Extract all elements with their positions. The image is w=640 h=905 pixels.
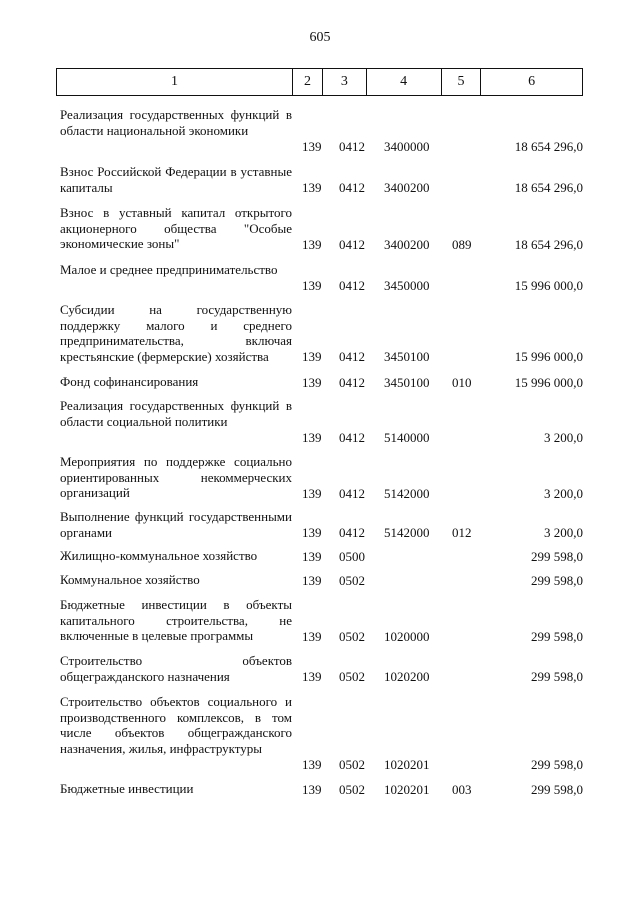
table-row	[56, 548, 583, 564]
table-row	[56, 262, 583, 293]
row-col-3: 0502	[339, 756, 365, 772]
row-col-4: 1020201	[384, 756, 430, 772]
header-col-5: 5	[441, 69, 481, 95]
table-row	[56, 302, 583, 364]
row-col-6: 15 996 000,0	[514, 348, 583, 364]
row-col-2: 139	[302, 348, 322, 364]
row-col-3: 0412	[339, 236, 365, 252]
row-col-3: 0502	[339, 628, 365, 644]
page-number: 605	[309, 30, 331, 45]
row-col-3: 0412	[339, 524, 365, 540]
row-description: Бюджетные инвестиции	[60, 781, 194, 796]
row-col-4: 5140000	[384, 429, 430, 445]
row-col-5: 010	[452, 374, 472, 390]
table-row	[56, 454, 583, 501]
row-description: Субсидии на государственную поддержку малого и среднего предпринимательства, включая крестьянские (фермерские) хозяйства	[60, 302, 292, 364]
row-col-6: 3 200,0	[544, 524, 583, 540]
row-col-2: 139	[302, 485, 322, 501]
row-description: Бюджетные инвестиции в объекты капитального строительства, не включенные в целевые программы	[60, 597, 292, 643]
header-col-4: 4	[366, 69, 441, 95]
row-description: Реализация государственных функций в области социальной политики	[60, 398, 292, 429]
row-col-2: 139	[302, 781, 322, 797]
row-col-4: 3450100	[384, 348, 430, 364]
row-col-6: 15 996 000,0	[514, 374, 583, 390]
table-row	[56, 597, 583, 644]
row-col-3: 0502	[339, 781, 365, 797]
row-col-4: 5142000	[384, 524, 430, 540]
row-description: Реализация государственных функций в области национальной экономики	[60, 107, 292, 138]
row-col-4: 3400200	[384, 179, 430, 195]
row-col-2: 139	[302, 179, 322, 195]
row-col-3: 0412	[339, 277, 365, 293]
table-row	[56, 694, 583, 772]
row-col-3: 0502	[339, 572, 365, 588]
row-col-2: 139	[302, 628, 322, 644]
row-col-3: 0412	[339, 485, 365, 501]
row-description: Взнос в уставный капитал открытого акционерного общества "Особые экономические зоны"	[60, 205, 292, 251]
row-description: Мероприятия по поддержке социально ориентированных некоммерческих организаций	[60, 454, 292, 500]
table-header	[56, 68, 583, 96]
row-col-2: 139	[302, 374, 322, 390]
row-col-6: 3 200,0	[544, 429, 583, 445]
row-col-5: 012	[452, 524, 472, 540]
row-description: Малое и среднее предпринимательство	[60, 262, 278, 277]
row-description: Строительство объектов социального и производственного комплексов, в том числе объектов общегражданского назначения, жилья, инфраструктуры	[60, 694, 292, 756]
row-col-6: 299 598,0	[531, 628, 583, 644]
row-col-4: 1020200	[384, 668, 430, 684]
table-row	[56, 653, 583, 684]
row-col-3: 0500	[339, 548, 365, 564]
row-col-4: 1020201	[384, 781, 430, 797]
row-col-2: 139	[302, 668, 322, 684]
row-col-6: 18 654 296,0	[514, 236, 583, 252]
row-col-6: 15 996 000,0	[514, 277, 583, 293]
table-row	[56, 374, 583, 390]
table-row	[56, 398, 583, 445]
row-description: Фонд софинансирования	[60, 374, 199, 389]
row-col-2: 139	[302, 548, 322, 564]
row-col-6: 299 598,0	[531, 548, 583, 564]
table-row	[56, 781, 583, 797]
row-col-3: 0412	[339, 374, 365, 390]
header-col-1: 1	[171, 74, 179, 89]
row-col-4: 3450000	[384, 277, 430, 293]
header-col-3: 3	[322, 69, 366, 95]
row-col-6: 299 598,0	[531, 668, 583, 684]
row-col-3: 0412	[339, 138, 365, 154]
table-row	[56, 107, 583, 154]
row-col-2: 139	[302, 429, 322, 445]
row-col-4: 3400200	[384, 236, 430, 252]
row-col-6: 299 598,0	[531, 781, 583, 797]
row-description: Коммунальное хозяйство	[60, 572, 200, 587]
row-description: Строительство объектов общегражданского назначения	[60, 653, 292, 684]
row-col-2: 139	[302, 524, 322, 540]
row-col-2: 139	[302, 138, 322, 154]
row-col-6: 299 598,0	[531, 572, 583, 588]
row-description: Выполнение функций государственными органами	[60, 509, 292, 540]
row-col-4: 3450100	[384, 374, 430, 390]
row-col-5: 003	[452, 781, 472, 797]
row-description: Жилищно-коммунальное хозяйство	[60, 548, 258, 563]
row-col-3: 0412	[339, 179, 365, 195]
row-col-6: 18 654 296,0	[514, 138, 583, 154]
row-col-5: 089	[452, 236, 472, 252]
table-row	[56, 205, 583, 252]
row-col-4: 1020000	[384, 628, 430, 644]
row-col-4: 5142000	[384, 485, 430, 501]
row-col-6: 3 200,0	[544, 485, 583, 501]
row-col-2: 139	[302, 756, 322, 772]
row-col-2: 139	[302, 572, 322, 588]
table-row	[56, 572, 583, 588]
row-col-6: 299 598,0	[531, 756, 583, 772]
table-row	[56, 509, 583, 540]
row-description: Взнос Российской Федерации в уставные капиталы	[60, 164, 292, 195]
header-col-6: 6	[480, 69, 582, 95]
row-col-2: 139	[302, 236, 322, 252]
header-col-2: 2	[292, 69, 322, 95]
row-col-3: 0502	[339, 668, 365, 684]
row-col-2: 139	[302, 277, 322, 293]
row-col-6: 18 654 296,0	[514, 179, 583, 195]
row-col-4: 3400000	[384, 138, 430, 154]
table-row	[56, 164, 583, 195]
row-col-3: 0412	[339, 348, 365, 364]
row-col-3: 0412	[339, 429, 365, 445]
